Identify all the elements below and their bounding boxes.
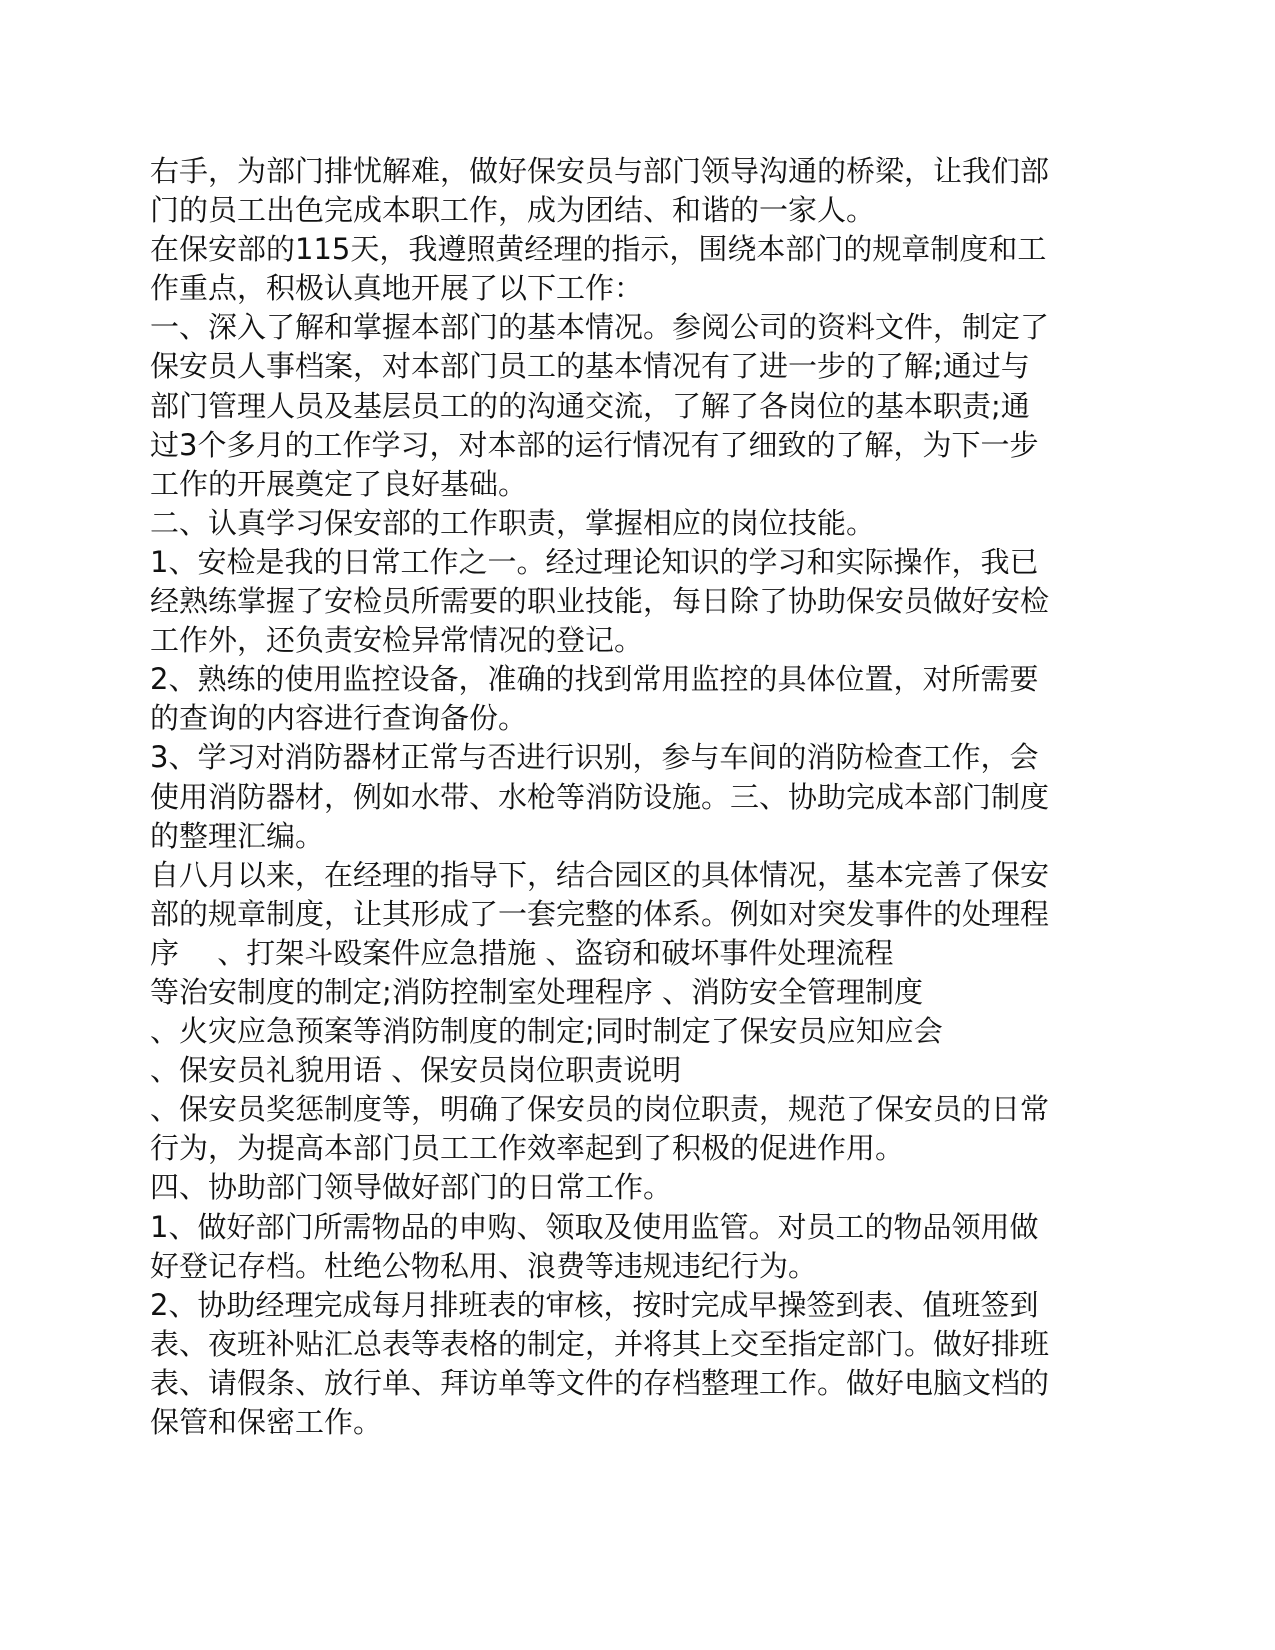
text-line: 1、安检是我的日常工作之一。经过理论知识的学习和实际操作，我已	[150, 544, 1039, 579]
text-line: 右手，为部门排忧解难，做好保安员与部门领导沟通的桥梁，让我们部	[150, 154, 1050, 188]
text-line: 在保安部的115天，我遵照黄经理的指示，围绕本部门的规章制度和工	[150, 232, 1047, 267]
text-line: 部的规章制度，让其形成了一套完整的体系。例如对突发事件的处理程	[150, 896, 1050, 931]
document-body	[150, 152, 1130, 1442]
text-line: 工作外，还负责安检异常情况的登记。	[150, 623, 644, 658]
text-line: 过3个多月的工作学习，对本部的运行情况有了细致的了解，为下一步	[150, 427, 1039, 462]
text-line: 2、协助经理完成每月排班表的审核，按时完成早操签到表、值班签到	[150, 1287, 1039, 1322]
text-line: 保安员人事档案，对本部门员工的基本情况有了进一步的了解;通过与	[150, 349, 1030, 384]
text-line: 表、请假条、放行单、拜访单等文件的存档整理工作。做好电脑文档的	[150, 1365, 1050, 1400]
text-line: 一、深入了解和掌握本部门的基本情况。参阅公司的资料文件，制定了	[150, 310, 1050, 345]
text-line: 的整理汇编。	[150, 818, 325, 853]
text-line: 自八月以来，在经理的指导下，结合园区的具体情况，基本完善了保安	[150, 857, 1050, 892]
text-line: 好登记存档。杜绝公物私用、浪费等违规违纪行为。	[150, 1248, 818, 1283]
text-line: 行为，为提高本部门员工工作效率起到了积极的促进作用。	[150, 1131, 905, 1166]
text-line: 工作的开展奠定了良好基础。	[150, 466, 528, 501]
text-line: 1、做好部门所需物品的申购、领取及使用监管。对员工的物品领用做	[150, 1209, 1039, 1244]
text-line: 门的员工出色完成本职工作，成为团结、和谐的一家人。	[150, 193, 876, 228]
text-line: 保管和保密工作。	[150, 1405, 383, 1439]
text-line: 3、学习对消防器材正常与否进行识别，参与车间的消防检查工作，会	[150, 740, 1039, 775]
text-line: 作重点，积极认真地开展了以下工作：	[150, 271, 644, 306]
text-line: 、保安员礼貌用语 、保安员岗位职责说明	[150, 1053, 682, 1088]
text-line: 的查询的内容进行查询备份。	[150, 701, 528, 736]
text-line: 部门管理人员及基层员工的的沟通交流，了解了各岗位的基本职责;通	[150, 388, 1030, 423]
text-line: 2、熟练的使用监控设备，准确的找到常用监控的具体位置，对所需要	[150, 662, 1039, 697]
text-line: 序 、打架斗殴案件应急措施 、盗窃和破坏事件处理流程	[150, 935, 894, 970]
text-line: 二、认真学习保安部的工作职责，掌握相应的岗位技能。	[150, 505, 876, 540]
text-line: 、保安员奖惩制度等，明确了保安员的岗位职责，规范了保安员的日常	[150, 1092, 1050, 1127]
text-line: 、火灾应急预案等消防制度的制定;同时制定了保安员应知应会	[150, 1014, 943, 1049]
text-line: 使用消防器材，例如水带、水枪等消防设施。三、协助完成本部门制度	[150, 779, 1050, 814]
text-line: 四、协助部门领导做好部门的日常工作。	[150, 1170, 673, 1205]
text-line: 表、夜班补贴汇总表等表格的制定，并将其上交至指定部门。做好排班	[150, 1326, 1050, 1361]
text-line: 经熟练掌握了安检员所需要的职业技能，每日除了协助保安员做好安检	[150, 584, 1050, 619]
text-line: 等治安制度的制定;消防控制室处理程序 、消防安全管理制度	[150, 974, 923, 1009]
